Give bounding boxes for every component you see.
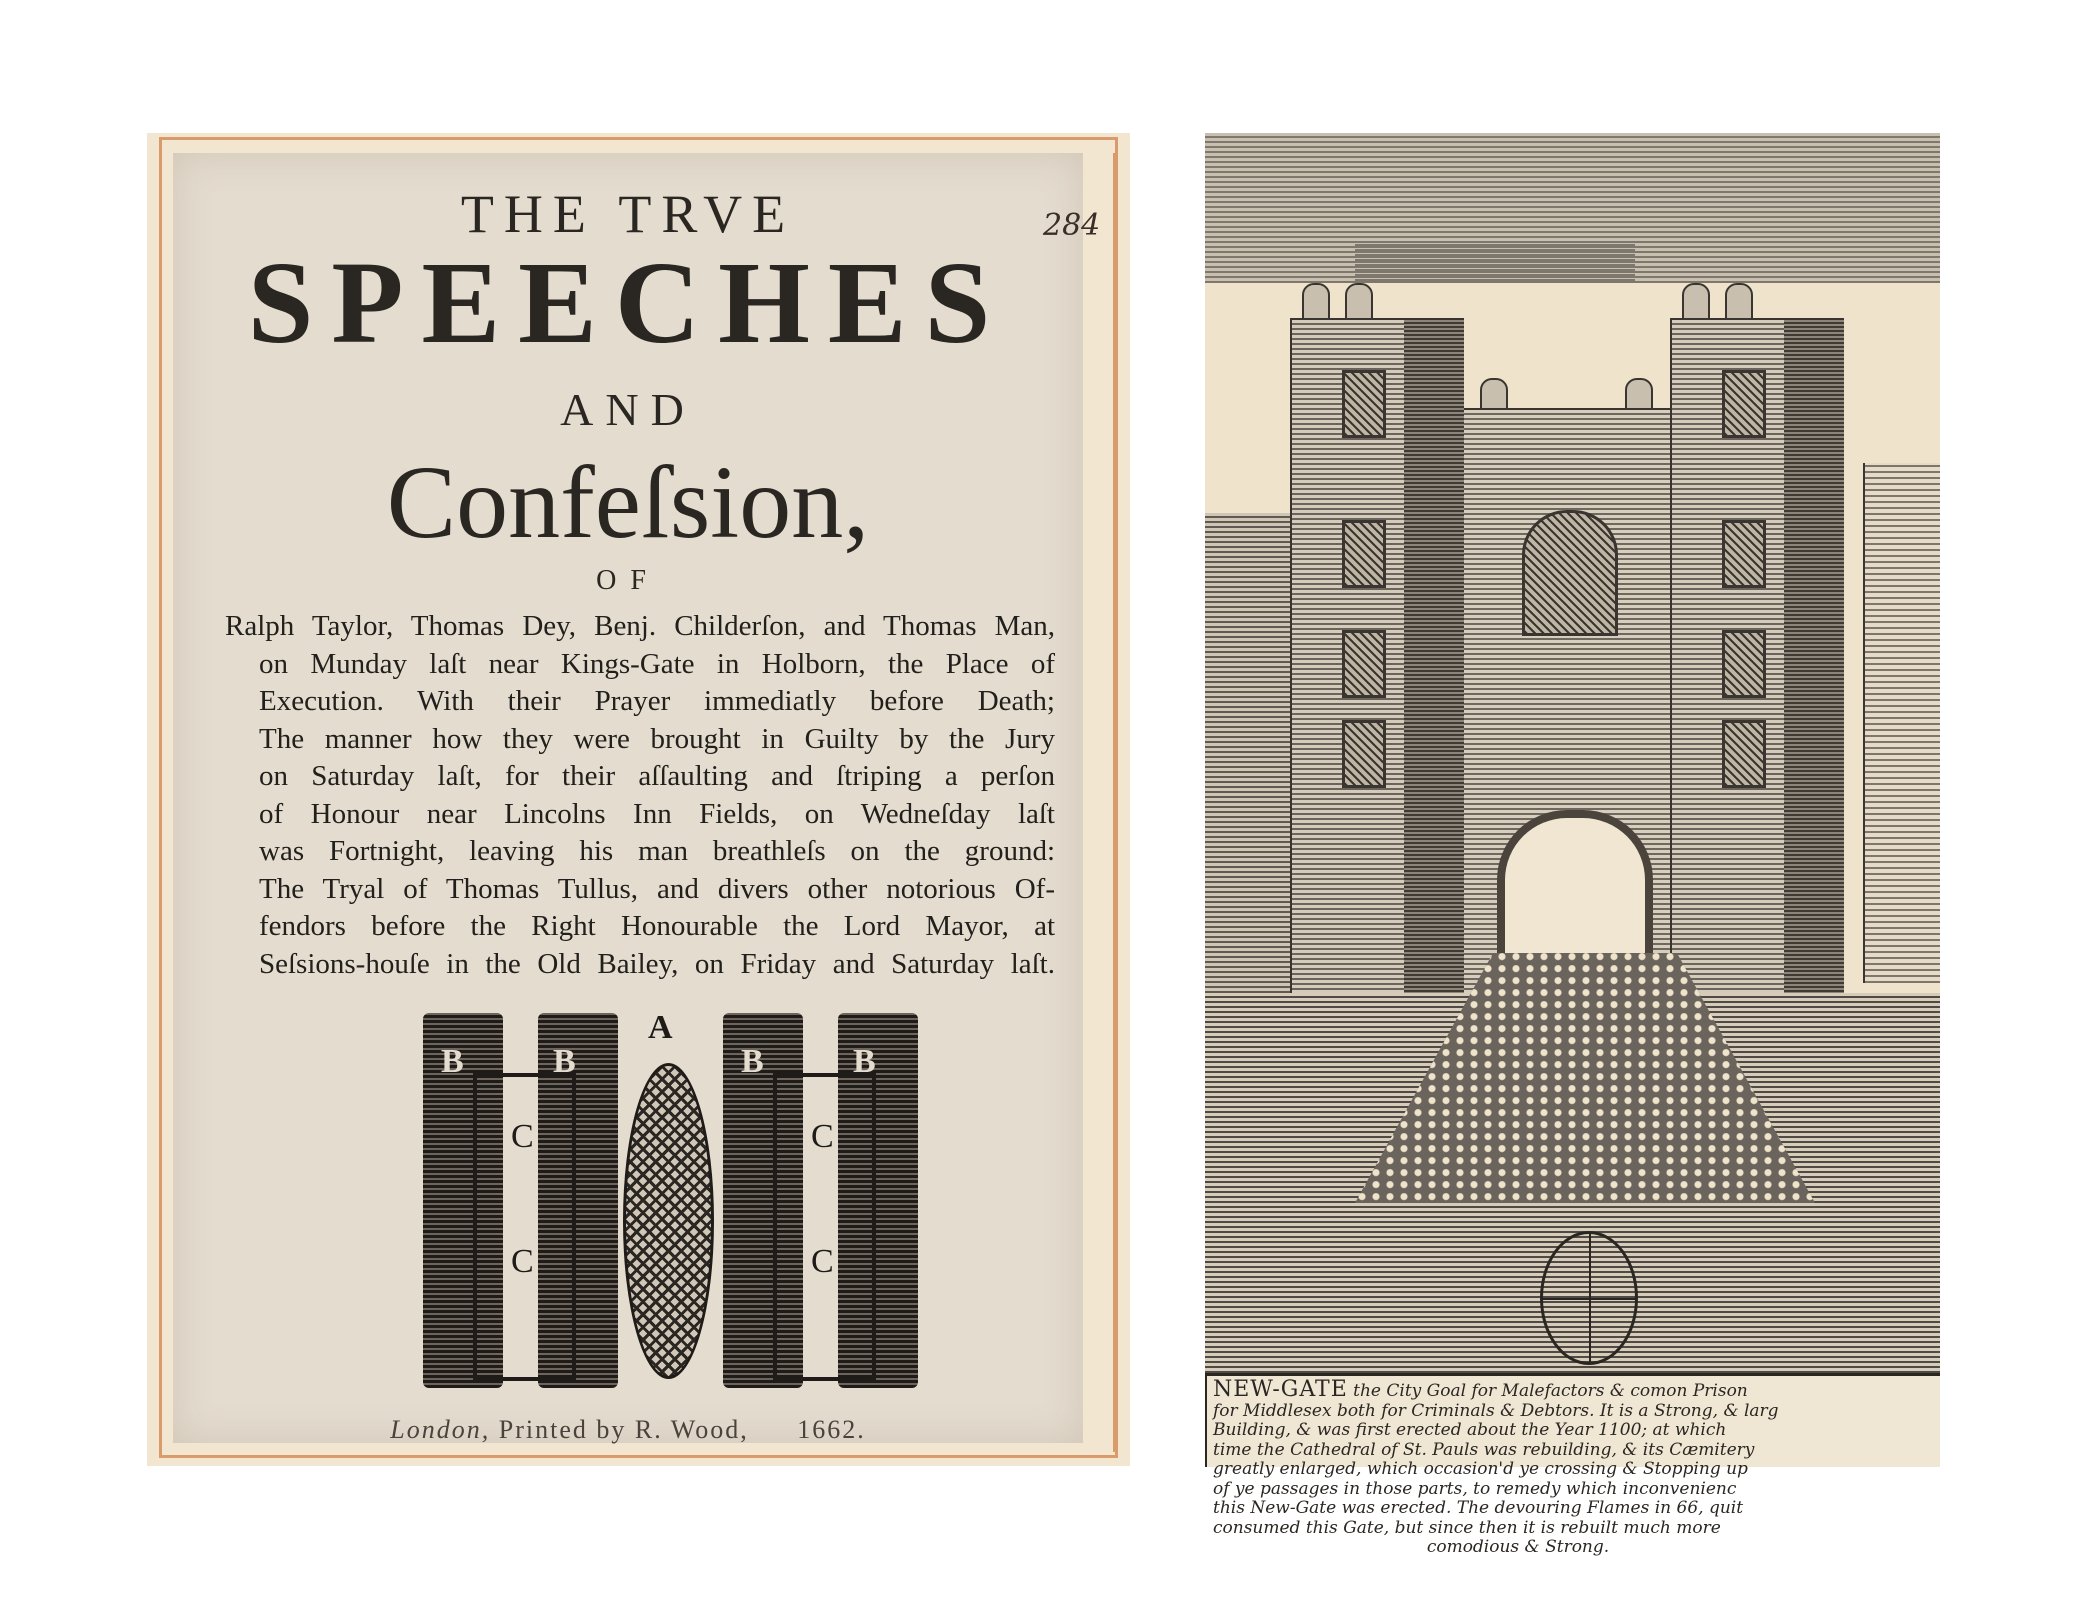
woodcut-label-c: C [811,1243,834,1280]
engraving-caption [1205,1373,1940,1557]
body-line: Seſsions-houſe in the Old Bailey, on Friday and Saturday laſt. [259,947,1055,980]
tower-window [1722,520,1766,588]
caption-line: this New-Gate was erected. The devouring Flames in 66, quit [1213,1498,1744,1518]
title-line-5: OF [596,565,660,596]
body-line: Execution. With their Prayer immediatly before Death; [259,685,1055,717]
caption-line: time the Cathedral of St. Pauls was rebuilding, & its Cæmitery [1213,1439,1755,1460]
imprint-line [173,1415,1083,1445]
tower-left [1290,318,1464,1042]
woodcut-label-b: B [853,1043,876,1080]
body-line: Ralph Taylor, Thomas Dey, Benj. Childerſon, and Thomas Man, [225,610,1055,642]
caption-text [1213,1377,1943,1558]
left-page-scan [147,133,1130,1466]
woodcut-label-b: B [553,1043,576,1080]
title-line-3: AND [560,384,696,435]
woodcut-label-a: A [648,1009,673,1046]
tower-shadow [1404,320,1464,1040]
gothic-window [1522,510,1618,636]
battlement [1345,283,1373,321]
body-line: on Saturday laſt, for their aſſaulting and ſtriping a perſon [259,760,1055,792]
woodcut-label-c: C [811,1118,834,1155]
caption-heading: NEW-GATE [1213,1377,1348,1402]
title-line-2: SPEECHES [247,237,1009,368]
gatehouse-center [1460,408,1674,1042]
side-building-right [1863,463,1940,983]
battlement [1725,283,1753,321]
battlement [1302,283,1330,321]
woodcut-lens [623,1063,714,1379]
body-line: on Munday laſt near Kings-Gate in Holborn, the Place of [259,647,1055,680]
woodcut-label-c: C [511,1118,534,1155]
tower-shadow [1784,320,1844,1040]
title-page [173,153,1101,1444]
body-line: of Honour near Lincolns Inn Fields, on Wedneſday laſt [259,797,1055,830]
caption-line: of ye passages in those parts, to remedy which inconvenienc [1213,1478,1737,1499]
woodcut-label-b: B [741,1043,764,1080]
caption-line: consumed this Gate, but since then it is rebuilt much more [1213,1517,1721,1538]
mount-rule [1113,153,1116,1452]
body-line: The manner how they were brought in Guilty by the Jury [259,722,1055,755]
caption-line: for Middlesex both for Criminals & Debtors. It is a Strong, & larg [1213,1400,1779,1421]
woodcut-label-b: B [441,1043,464,1080]
manuscript-number: 284 [1043,208,1101,243]
title-line-4: Confeſsion, [386,445,870,560]
title-line-1: THE TRVE [460,184,796,244]
imprint-place: London, [390,1415,491,1444]
body-line: The Tryal of Thomas Tullus, and divers other notorious Of- [259,872,1055,905]
tower-right [1670,318,1844,1042]
tower-window [1342,720,1386,788]
title-body-text [225,608,1055,983]
caption-line: greatly enlarged, which occasion'd ye crossing & Stopping up [1213,1459,1748,1479]
imprint-year: 1662. [797,1415,866,1444]
tower-window [1342,630,1386,698]
right-page-engraving [1205,133,1940,1557]
engraved-cloud [1355,243,1635,281]
body-line: was Fortnight, leaving his man breathleſs on the ground: [259,835,1055,867]
compass-rose-icon [1540,1231,1638,1365]
caption-line: comodious & Strong. [1426,1537,1610,1557]
imprint-printer: Printed by R. Wood, [498,1415,749,1444]
body-line: fendors before the Right Honourable the Lord Mayor, at [259,910,1055,942]
tower-window [1722,720,1766,788]
caption-line: Building, & was first erected about the Year 1100; at which [1213,1420,1727,1440]
tower-window [1722,370,1766,438]
tower-window [1342,370,1386,438]
woodcut-label-c: C [511,1243,534,1280]
caption-line: the City Goal for Malefactors & comon Prison [1353,1381,1748,1401]
woodcut-illustration [423,1009,903,1393]
tower-window [1342,520,1386,588]
battlement [1682,283,1710,321]
tower-window [1722,630,1766,698]
